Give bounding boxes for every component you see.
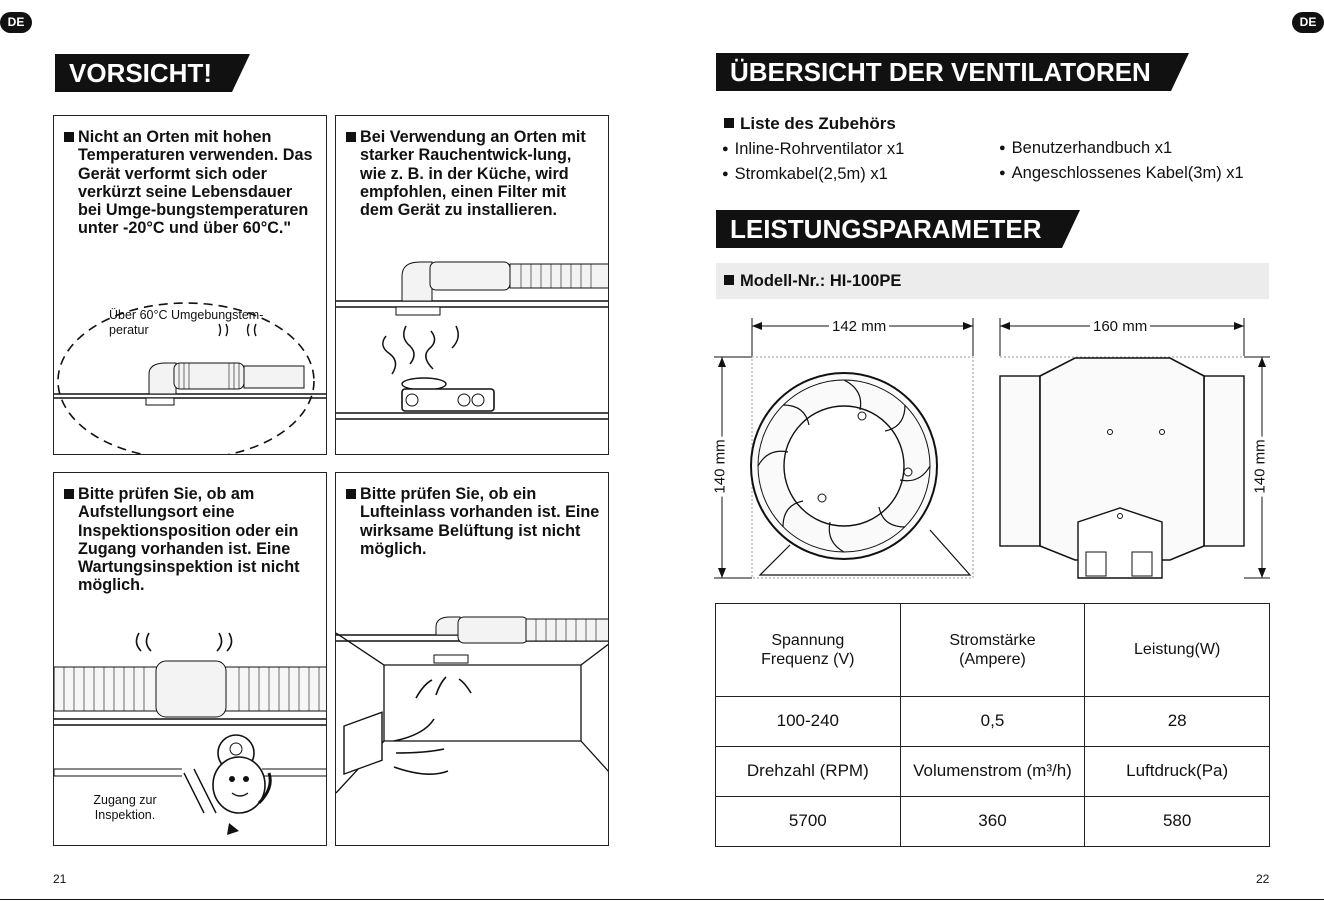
table-row — [716, 746, 1270, 796]
panel-text: Bitte prüfen Sie, ob ein Lufteinlass vorhanden ist. Eine wirksame Belüftung ist nicht möglich. — [346, 485, 600, 558]
side-height-label: 140 mm — [1252, 436, 1269, 496]
table-cell: 28 — [1085, 696, 1270, 746]
accessory-item: ● Stromkabel(2,5m) x1 — [722, 165, 888, 184]
table-header-cell: Volumenstrom (m³/h) — [900, 746, 1085, 796]
table-cell: 360 — [900, 796, 1085, 846]
side-width-label: 160 mm — [1090, 318, 1150, 335]
model-number-bar: Modell-Nr.: HI-100PE — [716, 263, 1269, 299]
page-number-left: 21 — [53, 872, 67, 886]
language-badge-right: DE — [1292, 12, 1324, 33]
table-cell: 5700 — [716, 796, 901, 846]
page-number-right: 22 — [1256, 872, 1270, 886]
performance-table — [715, 603, 1270, 847]
panel-text: Bitte prüfen Sie, ob am Aufstellungsort eine Inspektionsposition oder ein Zugang vorhanden ist. Eine Wartungsinspektion ist nicht möglich. — [64, 485, 318, 595]
caution-heading: VORSICHT! — [55, 54, 232, 92]
table-row — [716, 696, 1270, 746]
table-header-cell: Spannung Frequenz (V) — [716, 604, 901, 697]
table-header-cell: Leistung(W) — [1085, 604, 1270, 697]
overview-heading: ÜBERSICHT DER VENTILATOREN — [716, 53, 1171, 91]
inspection-caption: Zugang zur Inspektion. — [93, 793, 157, 822]
front-width-label: 142 mm — [829, 318, 889, 335]
table-header-cell: Drehzahl (RPM) — [716, 746, 901, 796]
accessory-item: ● Benutzerhandbuch x1 — [999, 139, 1172, 158]
table-header-cell: Stromstärke (Ampere) — [900, 604, 1085, 697]
language-badge-left: DE — [0, 12, 32, 33]
bottom-rule — [0, 899, 1324, 900]
accessory-item: ● Inline-Rohrventilator x1 — [722, 140, 904, 159]
panel-text: Bei Verwendung an Orten mit starker Rauchentwick-lung, wie z. B. in der Küche, wird empfohlen, einen Filter mit dem Gerät zu installieren. — [346, 128, 600, 219]
accessories-title: Liste des Zubehörs — [724, 114, 896, 134]
table-cell: 0,5 — [900, 696, 1085, 746]
panel-text: Nicht an Orten mit hohen Temperaturen verwenden. Das Gerät verformt sich oder verkürzt seine Lebensdauer bei Umge-bungstemperaturen unter -20°C und über 60°C." — [64, 128, 318, 238]
table-cell: 580 — [1085, 796, 1270, 846]
table-cell: 100-240 — [716, 696, 901, 746]
table-row — [716, 604, 1270, 697]
temperature-caption: Über 60°C Umgebungstem-peratur — [109, 308, 264, 337]
table-header-cell: Luftdruck(Pa) — [1085, 746, 1270, 796]
front-height-label: 140 mm — [712, 436, 729, 496]
params-heading: LEISTUNGSPARAMETER — [716, 210, 1062, 248]
table-row — [716, 796, 1270, 846]
accessory-item: ● Angeschlossenes Kabel(3m) x1 — [999, 164, 1244, 183]
